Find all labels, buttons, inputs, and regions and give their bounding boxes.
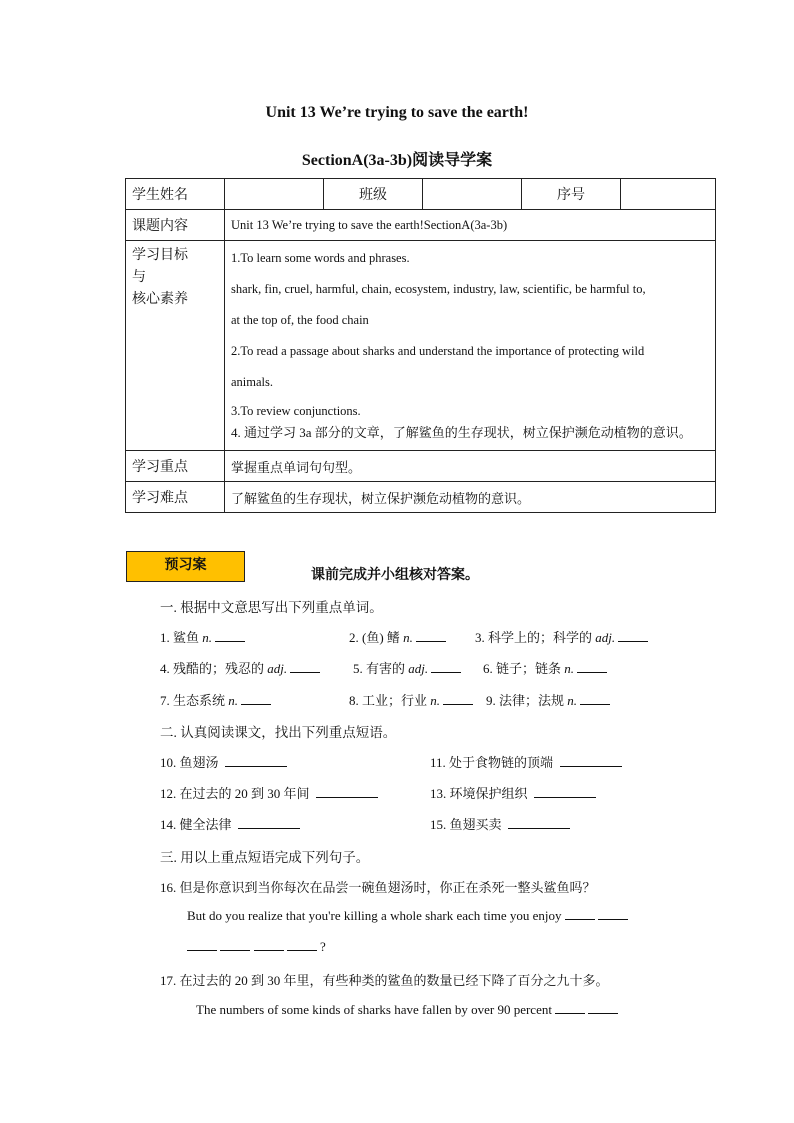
key-points-value: 掌握重点单词句句型。 <box>225 451 716 482</box>
goal-4: 4. 通过学习 3a 部分的文章，了解鲨鱼的生存现状，树立保护濒危动植物的意识。 <box>231 425 692 440</box>
goal-2b: animals. <box>231 375 274 389</box>
answer-blank[interactable] <box>508 828 570 829</box>
word-8: 8. 工业；行业 n. <box>349 690 473 709</box>
preview-badge: 预习案 <box>126 551 245 582</box>
word-5: 5. 有害的 adj. <box>353 658 461 677</box>
answer-blank[interactable] <box>238 828 300 829</box>
difficulty-label: 学习难点 <box>126 482 225 513</box>
info-table <box>125 178 716 513</box>
answer-blank[interactable] <box>560 766 622 767</box>
goals-label-line: 学习目标 <box>132 248 188 263</box>
goals-label-line: 与 <box>132 270 146 285</box>
page-title: Unit 13 We’re trying to save the earth! <box>265 104 529 121</box>
answer-blank[interactable] <box>287 950 317 951</box>
word-7: 7. 生态系统 n. <box>160 690 271 709</box>
phrase-10: 10. 鱼翅汤 <box>160 752 287 771</box>
sentence-17-english: The numbers of some kinds of sharks have fallen by over 90 percent <box>196 1002 618 1018</box>
answer-blank[interactable] <box>577 672 607 673</box>
answer-blank[interactable] <box>588 1013 618 1014</box>
answer-blank[interactable] <box>443 704 473 705</box>
difficulty-value: 了解鲨鱼的生存现状，树立保护濒危动植物的意识。 <box>225 482 716 513</box>
word-1: 1. 鲨鱼 n. <box>160 627 245 646</box>
goal-1-words-b: at the top of, the food chain <box>231 313 369 327</box>
answer-blank[interactable] <box>598 919 628 920</box>
answer-blank[interactable] <box>316 797 378 798</box>
section-2-heading: 二. 认真阅读课文，找出下列重点短语。 <box>160 725 397 740</box>
sentence-17-chinese: 17. 在过去的 20 到 30 年里，有些种类的鲨鱼的数量已经下降了百分之九十多。 <box>160 973 609 988</box>
answer-blank[interactable] <box>580 704 610 705</box>
student-name-label: 学生姓名 <box>126 179 225 210</box>
topic-label: 课题内容 <box>126 210 225 241</box>
goal-1-words-a: shark, fin, cruel, harmful, chain, ecosystem, industry, law, scientific, be harmful to, <box>231 282 646 296</box>
answer-blank[interactable] <box>241 704 271 705</box>
sentence-16-english: But do you realize that you're killing a whole shark each time you enjoy <box>187 908 628 924</box>
answer-blank[interactable] <box>431 672 461 673</box>
answer-blank[interactable] <box>618 641 648 642</box>
goals-content <box>225 241 716 451</box>
phrase-13: 13. 环境保护组织 <box>430 783 596 802</box>
goals-label <box>126 241 225 451</box>
phrase-12: 12. 在过去的 20 到 30 年间 <box>160 783 378 802</box>
answer-blank[interactable] <box>187 950 217 951</box>
goals-label-line: 核心素养 <box>132 292 188 307</box>
key-points-label: 学习重点 <box>126 451 225 482</box>
topic-value: Unit 13 We’re trying to save the earth!SectionA(3a-3b) <box>225 210 716 241</box>
word-3: 3. 科学上的；科学的 adj. <box>475 627 648 646</box>
answer-blank[interactable] <box>416 641 446 642</box>
word-2: 2. (鱼) 鳍 n. <box>349 627 446 646</box>
seat-label: 序号 <box>522 179 621 210</box>
section-1-heading: 一. 根据中文意思写出下列重点单词。 <box>160 600 383 615</box>
sentence-16-continuation: ? <box>187 939 326 955</box>
answer-blank[interactable] <box>254 950 284 951</box>
sentence-16-chinese: 16. 但是你意识到当你每次在品尝一碗鱼翅汤时，你正在杀死一整头鲨鱼吗？ <box>160 880 596 895</box>
class-label: 班级 <box>324 179 423 210</box>
section-3-heading: 三. 用以上重点短语完成下列句子。 <box>160 850 370 865</box>
answer-blank[interactable] <box>565 919 595 920</box>
word-9: 9. 法律；法规 n. <box>486 690 610 709</box>
student-name-cell[interactable] <box>225 179 324 210</box>
goal-3: 3.To review conjunctions. <box>231 404 361 418</box>
answer-blank[interactable] <box>290 672 320 673</box>
phrase-15: 15. 鱼翅买卖 <box>430 814 570 833</box>
seat-cell[interactable] <box>621 179 716 210</box>
answer-blank[interactable] <box>555 1013 585 1014</box>
word-6: 6. 链子；链条 n. <box>483 658 607 677</box>
word-4: 4. 残酷的；残忍的 adj. <box>160 658 320 677</box>
answer-blank[interactable] <box>534 797 596 798</box>
goal-1: 1.To learn some words and phrases. <box>231 251 410 265</box>
answer-blank[interactable] <box>225 766 287 767</box>
phrase-14: 14. 健全法律 <box>160 814 300 833</box>
page-subtitle: SectionA(3a-3b)阅读导学案 <box>301 152 493 169</box>
answer-blank[interactable] <box>215 641 245 642</box>
instruction: 课前完成并小组核对答案。 <box>311 568 479 583</box>
class-cell[interactable] <box>423 179 522 210</box>
answer-blank[interactable] <box>220 950 250 951</box>
phrase-11: 11. 处于食物链的顶端 <box>430 752 622 771</box>
goal-2a: 2.To read a passage about sharks and understand the importance of protecting wild <box>231 344 645 358</box>
